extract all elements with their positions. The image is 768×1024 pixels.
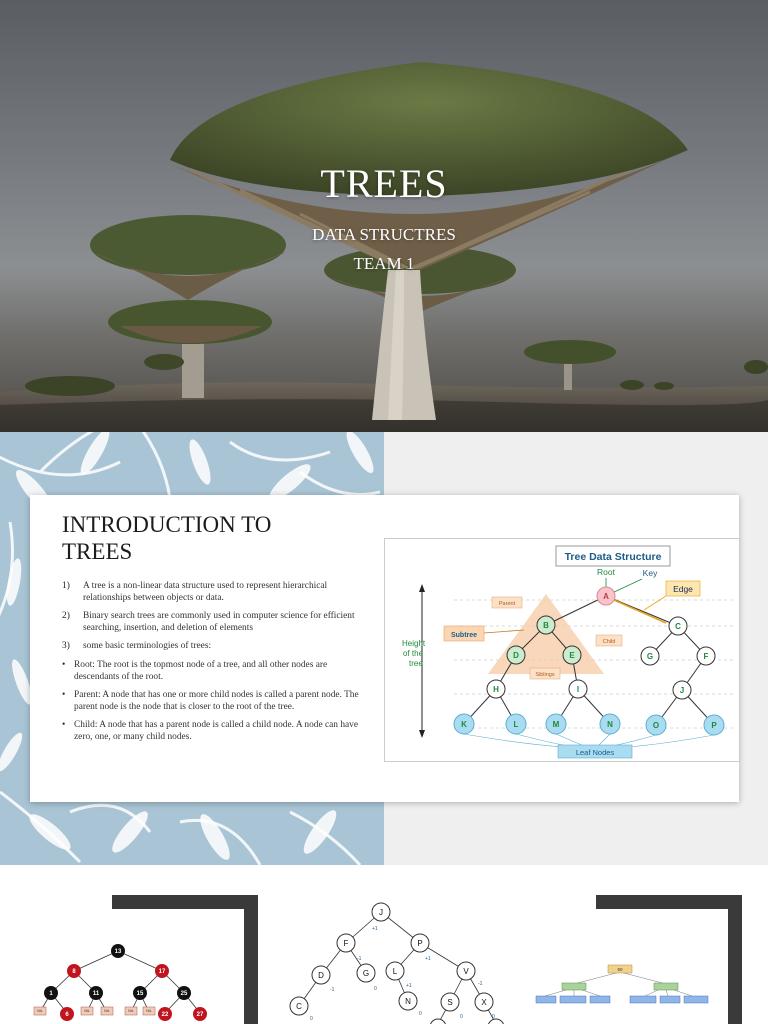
intro-slide <box>0 432 768 865</box>
balance-factor: 0 <box>374 986 377 992</box>
height-label: Height <box>402 639 426 648</box>
tree-node: N <box>607 720 613 729</box>
tree-node: J <box>679 686 685 695</box>
rb-node: 1 <box>49 991 53 997</box>
tree-node: K <box>461 720 467 729</box>
list-marker: 3) <box>62 641 70 652</box>
tree-node: E <box>569 651 575 660</box>
balance-factor: +1 <box>372 926 378 932</box>
list-text: Child: A node that has a parent node is called a child node. A node can have zero, one, or many child nodes. <box>74 720 359 742</box>
avl-node: G <box>362 969 370 978</box>
list-text: A tree is a non-linear data structure used to represent hierarchical relationships between objects or data. <box>83 581 328 603</box>
tree-types-slide <box>0 865 768 1024</box>
list-item <box>62 720 374 743</box>
tree-node: M <box>552 720 560 729</box>
bullet-marker: • <box>62 720 66 731</box>
rb-node: 11 <box>92 991 100 997</box>
list-text: Root: The root is the topmost node of a tree, and all other nodes are descendants of the root. <box>74 659 328 682</box>
bullet-marker: • <box>62 690 66 701</box>
rb-node: 27 <box>196 1012 204 1018</box>
avl-node: S <box>447 998 453 1007</box>
key-label: Key <box>642 568 658 578</box>
parent-label: Parent <box>498 601 516 607</box>
avl-node: X <box>481 998 487 1007</box>
balance-factor: -1 <box>357 956 362 962</box>
tree-node: D <box>513 651 519 660</box>
bullet-marker: • <box>62 659 66 670</box>
rb-node: 15 <box>136 991 144 997</box>
leaf-nodes-label: Leaf Nodes <box>575 748 615 757</box>
nil-leaf: NIL <box>104 1009 110 1013</box>
avl-node: L <box>392 967 398 976</box>
slide-title: TREES <box>320 161 448 206</box>
tree-node: A <box>603 592 609 601</box>
avl-node: J <box>379 908 383 917</box>
nil-leaf: NIL <box>128 1009 134 1013</box>
avl-node: N <box>405 997 411 1006</box>
balance-factor: 0 <box>492 1014 495 1020</box>
rb-node: 22 <box>161 1012 169 1018</box>
tree-node: F <box>703 652 709 661</box>
list-item <box>62 581 374 604</box>
avl-node: F <box>343 939 349 948</box>
tree-node: C <box>675 622 681 631</box>
child-label: Child <box>602 639 616 645</box>
intro-heading: INTRODUCTION TO TREES <box>62 512 272 564</box>
nil-leaf: NIL <box>146 1009 152 1013</box>
dragon-trees-photo <box>0 0 768 432</box>
balance-factor: 0 <box>310 1016 313 1022</box>
tree-node: B <box>543 621 549 630</box>
rb-node: 17 <box>158 969 166 975</box>
nil-leaf: NIL <box>37 1009 43 1013</box>
siblings-label: Siblings <box>535 672 555 678</box>
slide-subtitle: DATA STRUCTRES <box>312 225 456 244</box>
list-item <box>62 611 374 634</box>
tree-types-graphic <box>0 865 768 1024</box>
team-label: TEAM 1 <box>353 254 415 273</box>
btree-root: 50 <box>617 967 623 972</box>
tree-node: P <box>711 721 717 730</box>
tree-node: L <box>513 720 519 729</box>
balance-factor: 0 <box>460 1014 463 1020</box>
list-text: some basic terminologies of trees: <box>83 641 212 652</box>
corner-frame <box>112 895 258 1024</box>
subtree-label: Subtree <box>450 632 478 639</box>
content-card <box>30 495 739 802</box>
balance-factor: -1 <box>330 987 335 993</box>
list-marker: 2) <box>62 611 70 622</box>
height-label: tree <box>409 659 423 668</box>
height-label: of the <box>403 649 424 658</box>
list-item <box>62 660 374 683</box>
nil-leaf: NIL <box>84 1009 90 1013</box>
root-label: Root <box>597 567 615 577</box>
tree-structure-diagram <box>384 538 740 762</box>
balance-factor: 0 <box>419 1011 422 1017</box>
tree-node: G <box>646 652 654 661</box>
list-item <box>62 690 374 713</box>
rb-node: 13 <box>114 949 122 955</box>
title-slide <box>0 0 768 432</box>
balance-factor: +1 <box>406 983 412 989</box>
edge-label: Edge <box>673 584 693 594</box>
corner-frame <box>596 895 742 1024</box>
avl-node: V <box>463 967 469 976</box>
avl-node: C <box>296 1002 302 1011</box>
tree-node: I <box>576 685 580 694</box>
balance-factor: -1 <box>478 981 483 987</box>
balance-factor: +1 <box>425 956 431 962</box>
list-item <box>62 641 374 653</box>
rb-node: 25 <box>180 991 188 997</box>
list-text: Binary search trees are commonly used in computer science for efficient searching, insertion, and deletion of elements <box>83 611 355 633</box>
avl-node: P <box>417 939 423 948</box>
rb-node: 8 <box>72 969 76 975</box>
intro-list <box>62 581 374 751</box>
tree-node: H <box>493 685 499 694</box>
list-text: Parent: A node that has one or more child nodes is called a parent node. The parent node is the node that is closer to the root of the tree. <box>74 690 359 712</box>
diagram-title: Tree Data Structure <box>564 551 662 563</box>
avl-node: D <box>318 971 324 980</box>
list-marker: 1) <box>62 581 70 591</box>
rb-node: 6 <box>65 1012 69 1018</box>
tree-node: O <box>652 721 660 730</box>
